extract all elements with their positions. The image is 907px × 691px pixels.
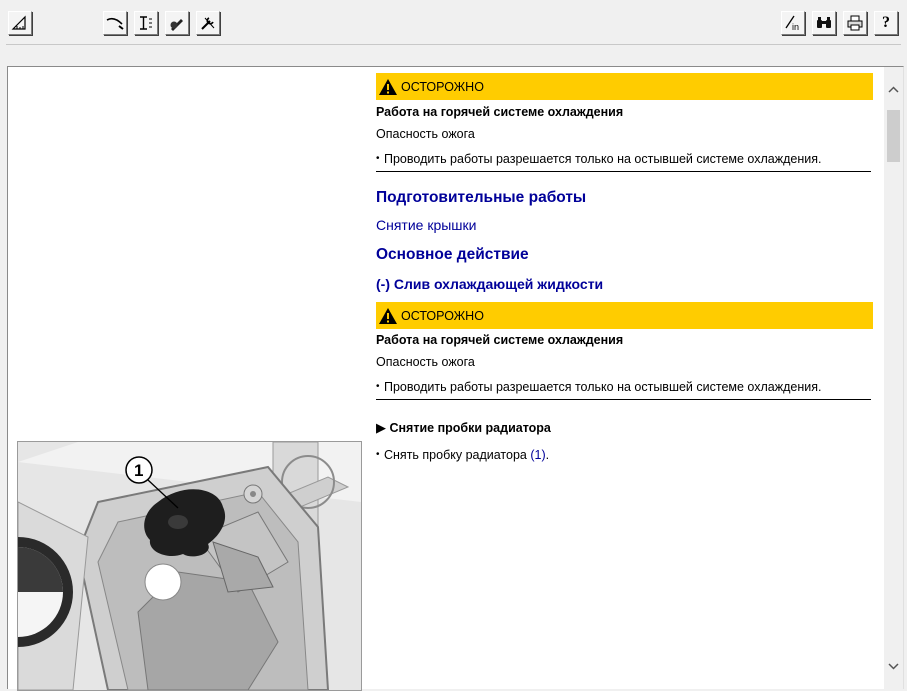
torque-spec-icon <box>137 14 155 32</box>
prep-heading: Подготовительные работы <box>376 189 587 206</box>
warning-banner <box>376 302 873 329</box>
printer-icon <box>846 14 864 32</box>
back-button[interactable] <box>8 11 32 35</box>
warning-label: ОСТОРОЖНО <box>401 308 484 323</box>
scroll-up-button[interactable] <box>886 82 901 97</box>
main-heading: Основное действие <box>376 246 529 263</box>
scroll-down-button[interactable] <box>886 659 901 674</box>
tool-lubricant-button[interactable] <box>165 11 189 35</box>
warning-instruction-text: Проводить работы разрешается только на остывшей системе охлаждения. <box>384 152 822 166</box>
binoculars-icon <box>815 14 833 32</box>
warning-hazard: Опасность ожога <box>376 355 475 369</box>
help-button[interactable] <box>874 11 898 35</box>
play-arrow-icon: ▶ <box>376 420 386 435</box>
vertical-scrollbar[interactable] <box>884 67 903 689</box>
pencil-note-icon <box>784 14 802 32</box>
bullet-icon: • <box>376 449 380 460</box>
warning-instruction <box>376 152 821 166</box>
divider <box>376 171 871 172</box>
lubricant-bottle-icon <box>168 14 186 32</box>
step-reference-link[interactable]: (1) <box>530 448 546 462</box>
step-text <box>376 448 549 462</box>
tool-torque-button[interactable] <box>134 11 158 35</box>
bullet-icon: • <box>376 381 380 392</box>
warning-icon <box>378 307 398 325</box>
divider <box>376 399 871 400</box>
step-title-text: Снятие пробки радиатора <box>389 421 551 435</box>
toolbar <box>0 0 907 46</box>
radiator-cap-illustration <box>17 441 362 691</box>
warning-instruction-text: Проводить работы разрешается только на остывшей системе охлаждения. <box>384 380 822 394</box>
warning-label: ОСТОРОЖНО <box>401 79 484 94</box>
cable-tool-icon <box>106 14 124 32</box>
tool-wrench-button[interactable] <box>196 11 220 35</box>
sub-heading: (-) Слив охлаждающей жидкости <box>376 276 604 292</box>
chevron-down-icon <box>888 663 899 670</box>
note-label: in <box>792 22 800 32</box>
radiator-cap-image <box>18 442 361 690</box>
note-button[interactable] <box>781 11 805 35</box>
help-icon: ? <box>882 14 890 31</box>
warning-banner <box>376 73 873 100</box>
chevron-up-icon <box>888 86 899 93</box>
step-title <box>376 420 551 436</box>
tool-cable-button[interactable] <box>103 11 127 35</box>
print-button[interactable] <box>843 11 867 35</box>
search-button[interactable] <box>812 11 836 35</box>
document-frame <box>7 66 904 689</box>
warning-instruction <box>376 380 821 394</box>
warning-hazard: Опасность ожога <box>376 127 475 141</box>
illustration-pane <box>8 67 370 689</box>
wrench-screwdriver-icon <box>199 14 217 32</box>
step-period: . <box>545 448 550 462</box>
warning-title: Работа на горячей системе охлаждения <box>376 333 624 347</box>
warning-icon <box>378 78 398 96</box>
prep-link[interactable]: Снятие крышки <box>376 217 477 233</box>
warning-title: Работа на горячей системе охлаждения <box>376 105 624 119</box>
scroll-thumb[interactable] <box>887 110 900 162</box>
bullet-icon: • <box>376 153 380 164</box>
callout-number: 1 <box>134 461 144 480</box>
toolbar-divider <box>6 44 901 45</box>
triangle-ruler-icon <box>11 14 29 32</box>
step-text-content: Снять пробку радиатора <box>384 448 527 462</box>
